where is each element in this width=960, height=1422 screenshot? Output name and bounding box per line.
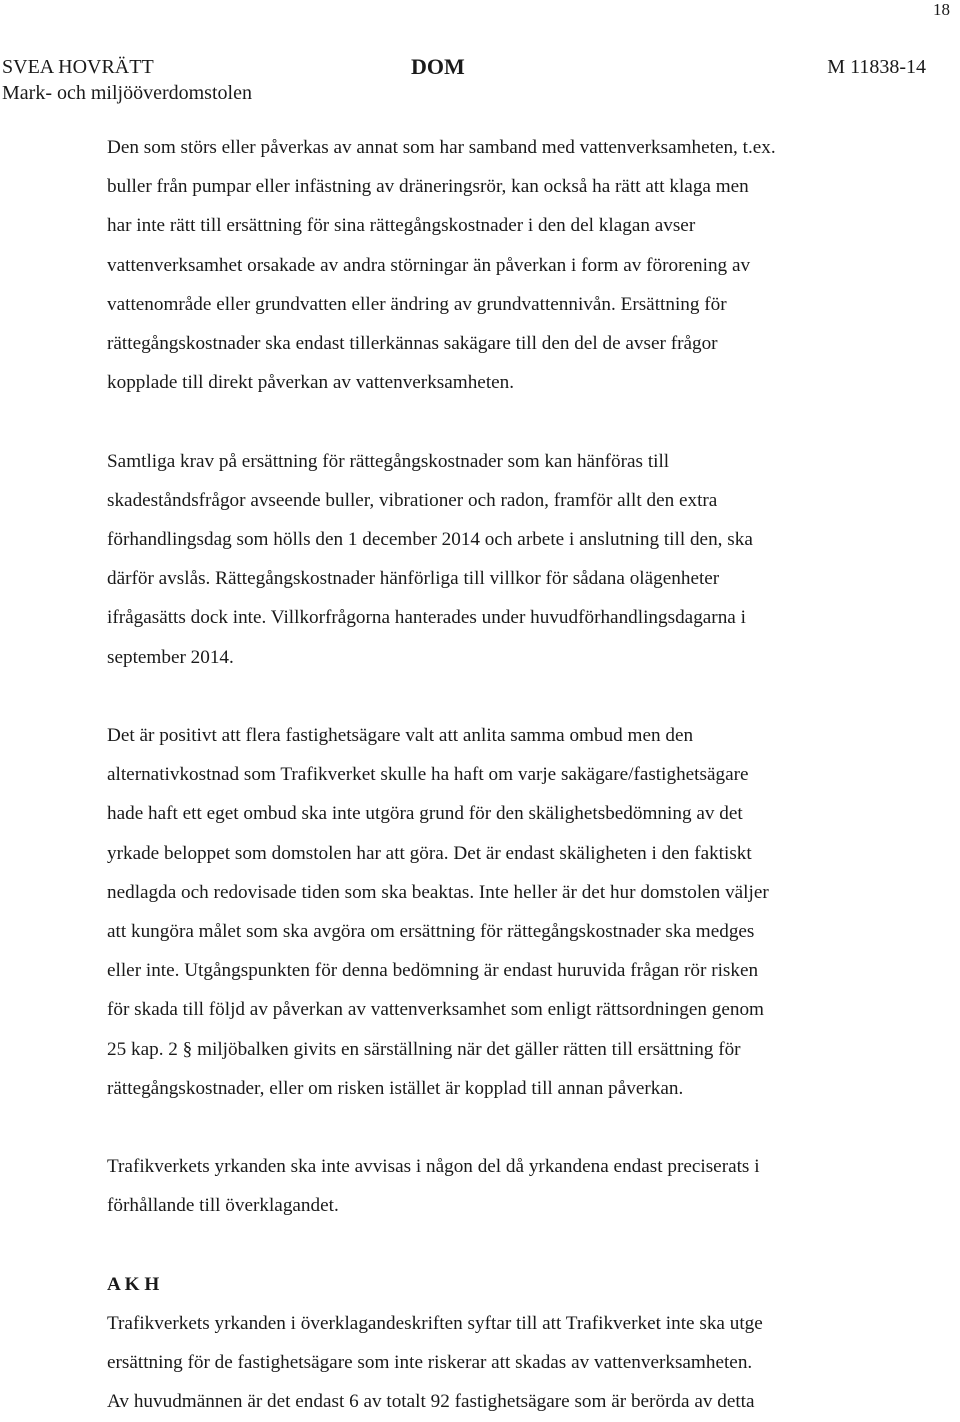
text-line: skadeståndsfrågor avseende buller, vibrationer och radon, framför allt den extra: [107, 489, 718, 511]
text-line: Samtliga krav på ersättning för rättegångskostnader som kan hänföras till: [107, 450, 670, 472]
case-number: M 11838-14: [827, 56, 926, 78]
text-line: alternativkostnad som Trafikverket skulle ha haft om varje sakägare/fastighetsägare: [107, 764, 749, 786]
text-line: därför avslås. Rättegångskostnader hänförliga till villkor för sådana olägenheter: [107, 568, 720, 590]
court-department: Mark- och miljööverdomstolen: [2, 82, 252, 104]
section-paragraph: [107, 1304, 897, 1422]
text-line: hade haft ett eget ombud ska inte utgöra grund för den skälighetsbedömning av det: [107, 803, 743, 825]
text-line: buller från pumpar eller infästning av dräneringsrör, kan också ha rätt att klaga men: [107, 176, 749, 198]
text-line: kopplade till direkt påverkan av vattenverksamheten.: [107, 372, 515, 394]
paragraph-3: [107, 716, 897, 1108]
text-line: vattenområde eller grundvatten eller ändring av grundvattennivån. Ersättning för: [107, 293, 727, 315]
page-number: 18: [933, 0, 950, 19]
text-line: ersättning för de fastighetsägare som inte riskerar att skadas av vattenverksamheten.: [107, 1352, 753, 1374]
text-line: nedlagda och redovisade tiden som ska beaktas. Inte heller är det hur domstolen väljer: [107, 881, 769, 903]
text-line: har inte rätt till ersättning för sina rättegångskostnader i den del klagan avser: [107, 215, 696, 237]
text-line: Av huvudmännen är det endast 6 av totalt 92 fastighetsägare som är berörda av detta: [107, 1391, 755, 1413]
text-line: att kungöra målet som ska avgöra om ersättning för rättegångskostnader ska medges: [107, 921, 755, 943]
text-line: 25 kap. 2 § miljöbalken givits en särställning när det gäller rätten till ersättning för: [107, 1038, 741, 1060]
text-line: yrkade beloppet som domstolen har att göra. Det är endast skäligheten i den faktiskt: [107, 842, 752, 864]
paragraph-2: [107, 442, 897, 677]
text-line: för skada till följd av påverkan av vattenverksamhet som enligt rättsordningen genom: [107, 999, 764, 1021]
text-line: Den som störs eller påverkas av annat som har samband med vattenverksamheten, t.ex.: [107, 137, 776, 158]
text-line: vattenverksamhet orsakade av andra störningar än påverkan i form av förorening av: [107, 254, 751, 276]
text-line: ifrågasätts dock inte. Villkorfrågorna hanterades under huvudförhandlingsdagarna i: [107, 607, 746, 629]
text-line: Trafikverkets yrkanden ska inte avvisas i någon del då yrkandena endast preciserats i: [107, 1156, 760, 1178]
paragraph-4: [107, 1147, 897, 1225]
text-line: Trafikverkets yrkanden i överklagandeskriften syftar till att Trafikverket inte ska utge: [107, 1313, 763, 1335]
text-line: september 2014.: [107, 646, 234, 668]
text-line: Det är positivt att flera fastighetsägare valt att anlita samma ombud men den: [107, 725, 694, 747]
document-type: DOM: [411, 54, 465, 79]
paragraph-1: [107, 128, 897, 402]
court-name: SVEA HOVRÄTT: [2, 56, 154, 78]
text-line: rättegångskostnader, eller om risken istället är kopplad till annan påverkan.: [107, 1077, 684, 1099]
document-header: [2, 55, 932, 105]
document-body: [107, 128, 897, 1422]
text-line: eller inte. Utgångspunkten för denna bedömning är endast huruvida frågan rör risken: [107, 960, 759, 982]
text-line: förhållande till överklagandet.: [107, 1195, 339, 1217]
text-line: rättegångskostnader ska endast tillerkännas sakägare till den del de avser frågor: [107, 333, 718, 355]
section-heading: A K H: [107, 1273, 160, 1295]
text-line: förhandlingsdag som hölls den 1 december 2014 och arbete i anslutning till den, ska: [107, 529, 753, 551]
